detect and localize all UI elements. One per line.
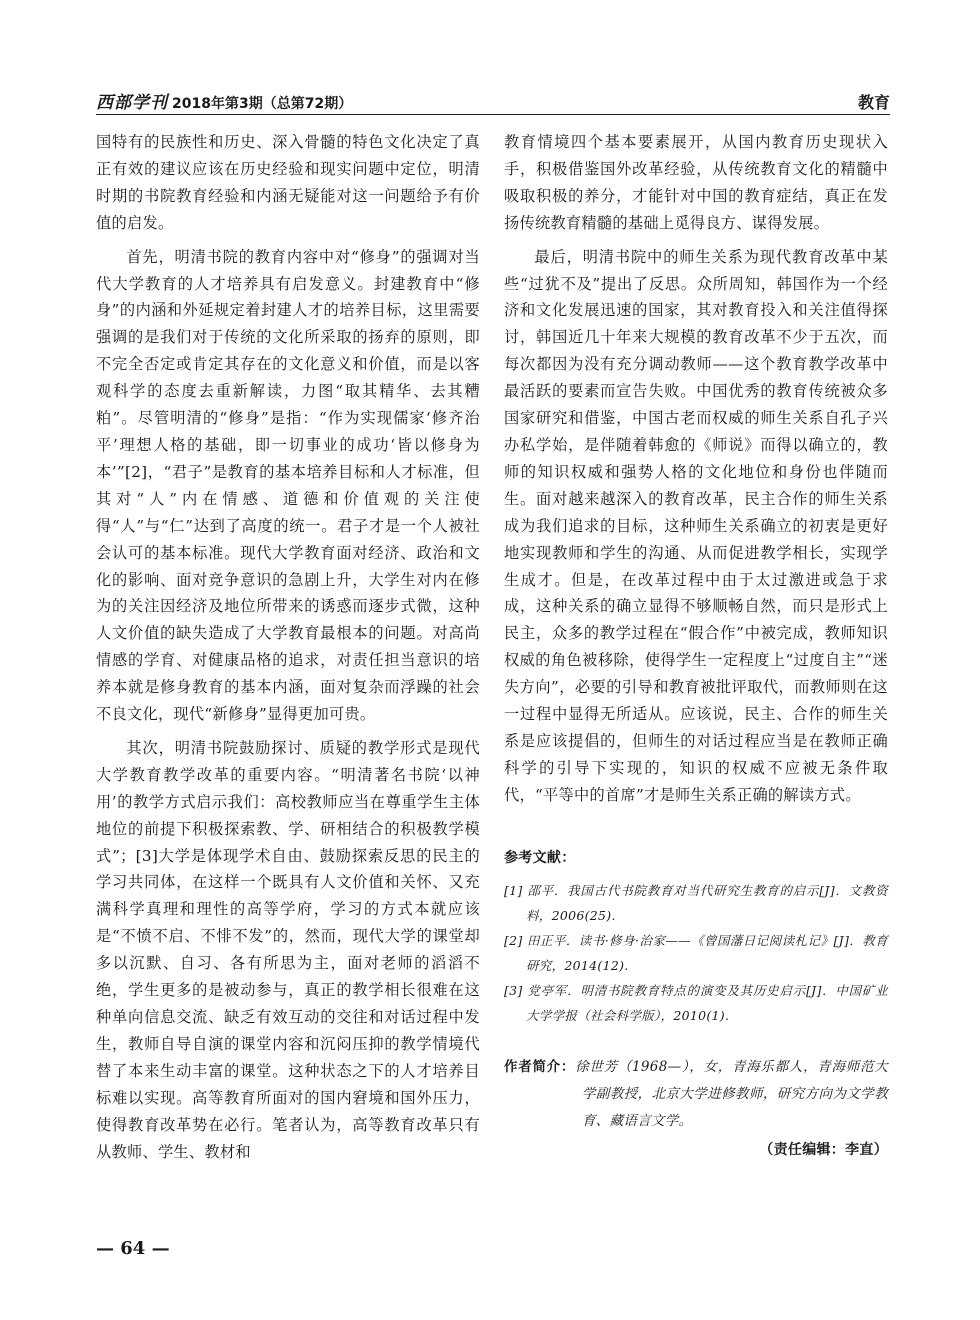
page-number: — 64 — [96,1238,170,1259]
reference-item: [3] 党亭军．明清书院教育特点的演变及其历史启示[J]．中国矿业大学学报（社会科学版），2010(1). [504,982,888,1023]
journal-logo: 西部学刊 [96,93,168,113]
paragraph: 国特有的民族性和历史、深入骨髓的特色文化决定了真正有效的建议应该在历史经验和现实问题中定位，明清时期的书院教育经验和内涵无疑能对这一问题给予有价值的启发。 [96,133,480,232]
journal-header-left [96,88,352,113]
paragraph: 教育情境四个基本要素展开，从国内教育历史现状入手，积极借鉴国外改革经验，从传统教育文化的精髓中吸取积极的养分，才能针对中国的教育症结，真正在发扬传统教育精髓的基础上觅得良方、谋得发展。 [504,133,888,232]
issue-info: 2018年第3期（总第72期） [172,96,353,112]
paragraph: 最后，明清书院中的师生关系为现代教育改革中某些“过犹不及”提出了反思。众所周知，韩国作为一个经济和文化发展迅速的国家，其对教育投入和关注值得探讨，韩国近几十年来大规模的教育改革不少于五次，而每次都因为没有充分调动教师——这个教育教学改革中最活跃的要素而宣告失败。中国优秀的教育传统被众多国家研究和借鉴，中国古老而权威的师生关系自孔子兴办私学始，是伴随着韩愈的《师说》而得以确立的，教师的知识权威和强势人格的文化地位和身份也伴随而生。面对越来越深入的教育改革，民主合作的师生关系成为我们追求的目标，这种师生关系确立的初衷是更好地实现教师和学生的沟通、从而促进教学相长，实现学生成才。但是，在改革过程中由于太过激进或急于求成，这种关系的确立显得不够顺畅自然，而只是形式上民主，众多的教学过程在“假合作”中被完成，教师知识权威的角色被移除，使得学生一定程度上“过度自主”“迷失方向”，必要的引导和教育被批评取代，而教师则在这一过程中显得无所适从。应该说，民主、合作的师生关系是应该提倡的，但师生的对话过程应当是在教师正确科学的引导下实现的，知识的权威不应被无条件取代，“平等中的首席”才是师生关系正确的解读方式。 [504,247,888,804]
paragraph: 首先，明清书院的教育内容中对“修身”的强调对当代大学教育的人才培养具有启发意义。封建教育中“修身”的内涵和外延规定着封建人才的培养目标，这里需要强调的是我们对于传统的文化所采取的扬弃的原则，即不完全否定或肯定其存在的文化意义和价值，而是以客观科学的态度去重新解读，力图“取其精华、去其糟粕”。尽管明清的“修身”是指：“作为实现儒家‘修齐治平’理想人格的基础，即一切事业的成功‘皆以修身为本’”[2]，“君子”是教育的基本培养目标和人才标准，但其对“人”内在情感、道德和价值观的关注使得“人”与“仁”达到了高度的统一。君子才是一个人被社会认可的基本标准。现代大学教育面对经济、政治和文化的影响、面对竞争意识的急剧上升，大学生对内在修为的关注因经济及地位所带来的诱惑而逐步式微，这种人文价值的缺失造成了大学教育最根本的问题。对高尚情感的学育、对健康品格的追求，对责任担当意识的培养本就是修身教育的基本内涵，面对复杂而浮躁的社会不良文化，现代“新修身”显得更加可贵。 [96,247,480,724]
section-title: 教育 [857,93,890,112]
author-text: 徐世芳（1968—），女，青海乐都人，青海师范大学副教授，北京大学进修教师，研究方向为文学教育、藏语言文学。 [575,1058,888,1129]
reference-item: [2] 田正平．读书·修身·治家——《曾国藩日记阅读札记》[J]．教育研究，2014(12). [504,932,888,973]
author-bio [504,1054,888,1135]
reference-list [504,878,888,1028]
left-column [96,129,480,1165]
responsible-editor: （责任编辑：李直） [759,1141,888,1158]
paragraph: 其次，明清书院鼓励探讨、质疑的教学形式是现代大学教育教学改革的重要内容。“明清著名书院‘以神用’的教学方式启示我们：高校教师应当在尊重学生主体地位的前提下积极探索教、学、研相结合的积极教学模式”；[3]大学是体现学术自由、鼓励探索反思的民主的学习共同体，在这样一个既具有人文价值和关怀、又充满科学真理和理性的高等学府，学习的方式本就应该是“不愤不启、不悱不发”的，然而，现代大学的课堂却多以沉默、自习、各有所思为主，面对老师的滔滔不绝，学生更多的是被动参与，真正的教学相长很难在这种单向信息交流、缺乏有效互动的交往和对话过程中发生，教师自导自演的课堂内容和沉闷压抑的教学情境代替了本来生动丰富的课堂。这种状态之下的人才培养目标难以实现。高等教育所面对的国内窘境和国外压力，使得教育改革势在必行。笔者认为，高等教育改革只有从教师、学生、教材和 [96,738,480,1161]
author-label: 作者简介： [504,1058,576,1075]
references-section [504,845,888,1028]
references-title: 参考文献： [504,849,576,866]
page-header [96,82,890,115]
right-column [504,129,888,1163]
reference-item: [1] 邵平．我国古代书院教育对当代研究生教育的启示[J]．文教资料，2006(25). [504,882,888,923]
